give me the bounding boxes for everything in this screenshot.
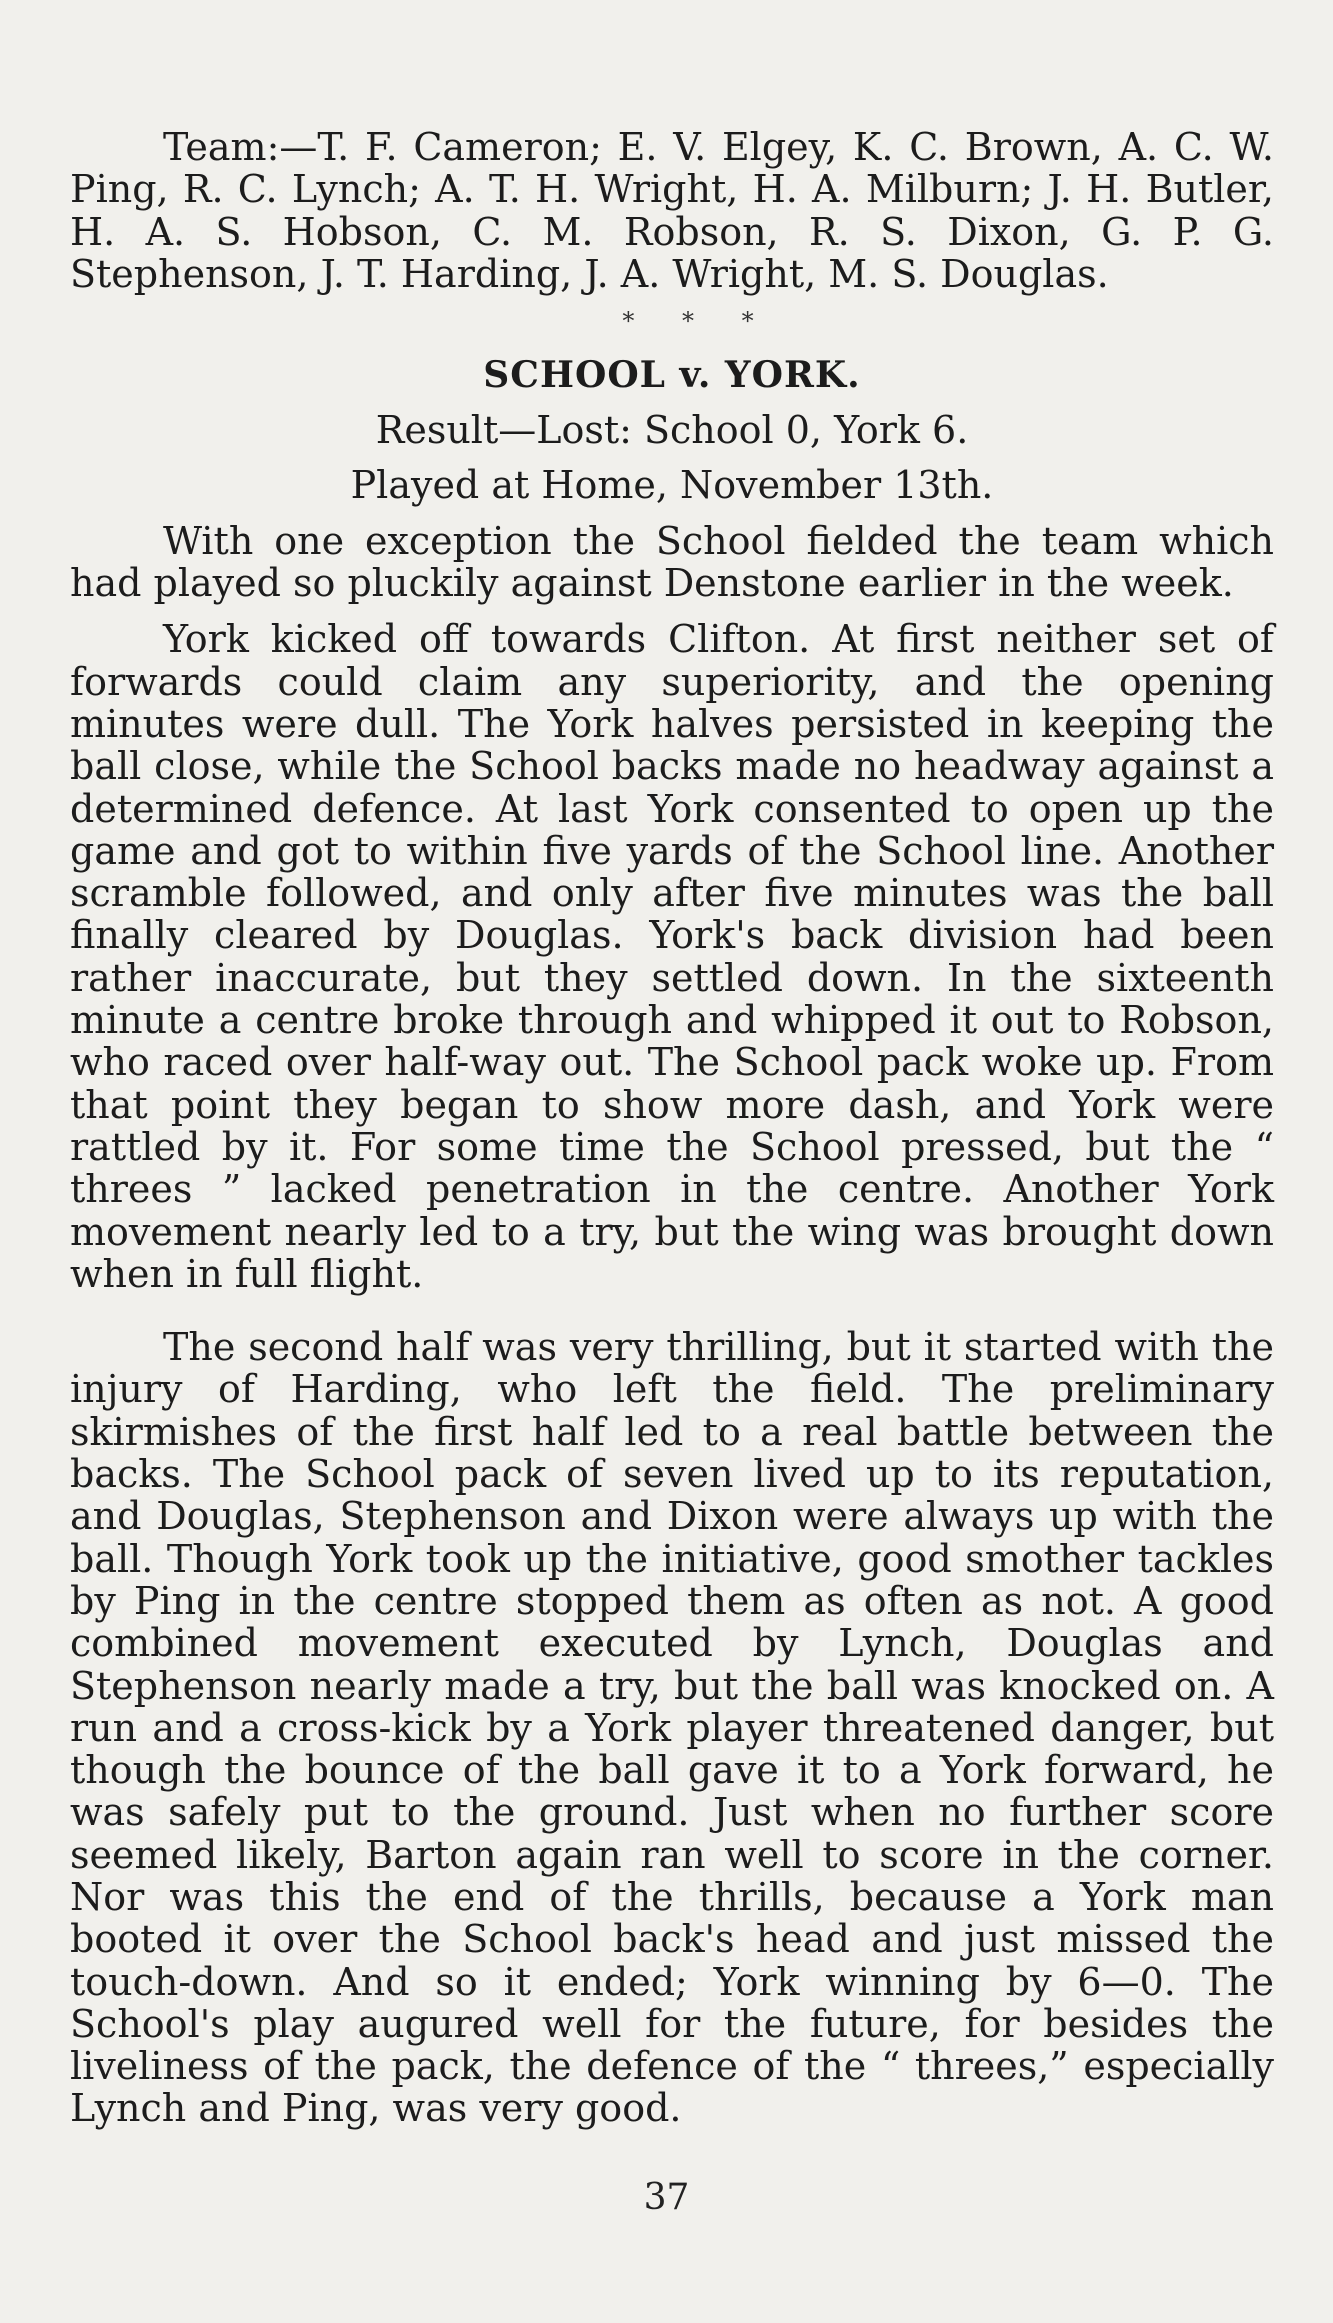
page-number: 37 [643,2177,690,2218]
report-paragraph: With one exception the School fielded the team which had played so pluckily against Denstone earlier in the week. [70,518,1274,606]
match-venue-date: Played at Home, November 13th. [350,463,994,508]
match-heading: SCHOOL v. YORK. [483,354,861,397]
match-result: Result—Lost: School 0, York 6. [375,408,969,453]
section-separator: * * * [622,307,774,336]
team-list-paragraph: Team:—T. F. Cameron; E. V. Elgey, K. C. Brown, A. C. W. Ping, R. C. Lynch; A. T. H. Wright, H. A. Milburn; J. H. Butler, H. A. S. Hobson, C. M. Robson, R. S. Dixon, G. P. G. Stephenson, J. T. Harding, J. A. Wright, M. S. Douglas. [70,125,1274,296]
page-content [70,126,1274,2130]
report-paragraph: The second half was very thrilling, but it started with the injury of Harding, who left the field. The preliminary skirmishes of the first half led to a real battle between the backs. The School pack of seven lived up to its reputation, and Douglas, Stephenson and Dixon were always up with the ball. Though York took up the initiative, good smother tackles by Ping in the centre stopped them as often as not. A good combined movement executed by Lynch, Douglas and Stephenson nearly made a try, but the ball was knocked on. A run and a cross-kick by a York player threatened danger, but though the bounce of the ball gave it to a York forward, he was safely put to the ground. Just when no further score seemed likely, Barton again ran well to score in the corner. Nor was this the end of the thrills, because a York man booted it over the School back's head and just missed the touch-down. And so it ended; York winning by 6—0. The School's play augured well for the future, for besides the liveliness of the pack, the defence of the “ threes,” especially Lynch and Ping, was very good. [70,1325,1274,2131]
report-paragraph: York kicked off towards Clifton. At first neither set of forwards could claim any superiority, and the opening minutes were dull. The York halves persisted in keeping the ball close, while the School backs made no headway against a determined defence. At last York consented to open up the game and got to within five yards of the School line. Another scramble followed, and only after five minutes was the ball finally cleared by Douglas. York's back division had been rather inaccurate, but they settled down. In the sixteenth minute a centre broke through and whipped it out to Robson, who raced over half-way out. The School pack woke up. From that point they began to show more dash, and York were rattled by it. For some time the School pressed, but the “ threes ” lacked penetration in the centre. Another York movement nearly led to a try, but the wing was brought down when in full flight. [70,617,1274,1296]
